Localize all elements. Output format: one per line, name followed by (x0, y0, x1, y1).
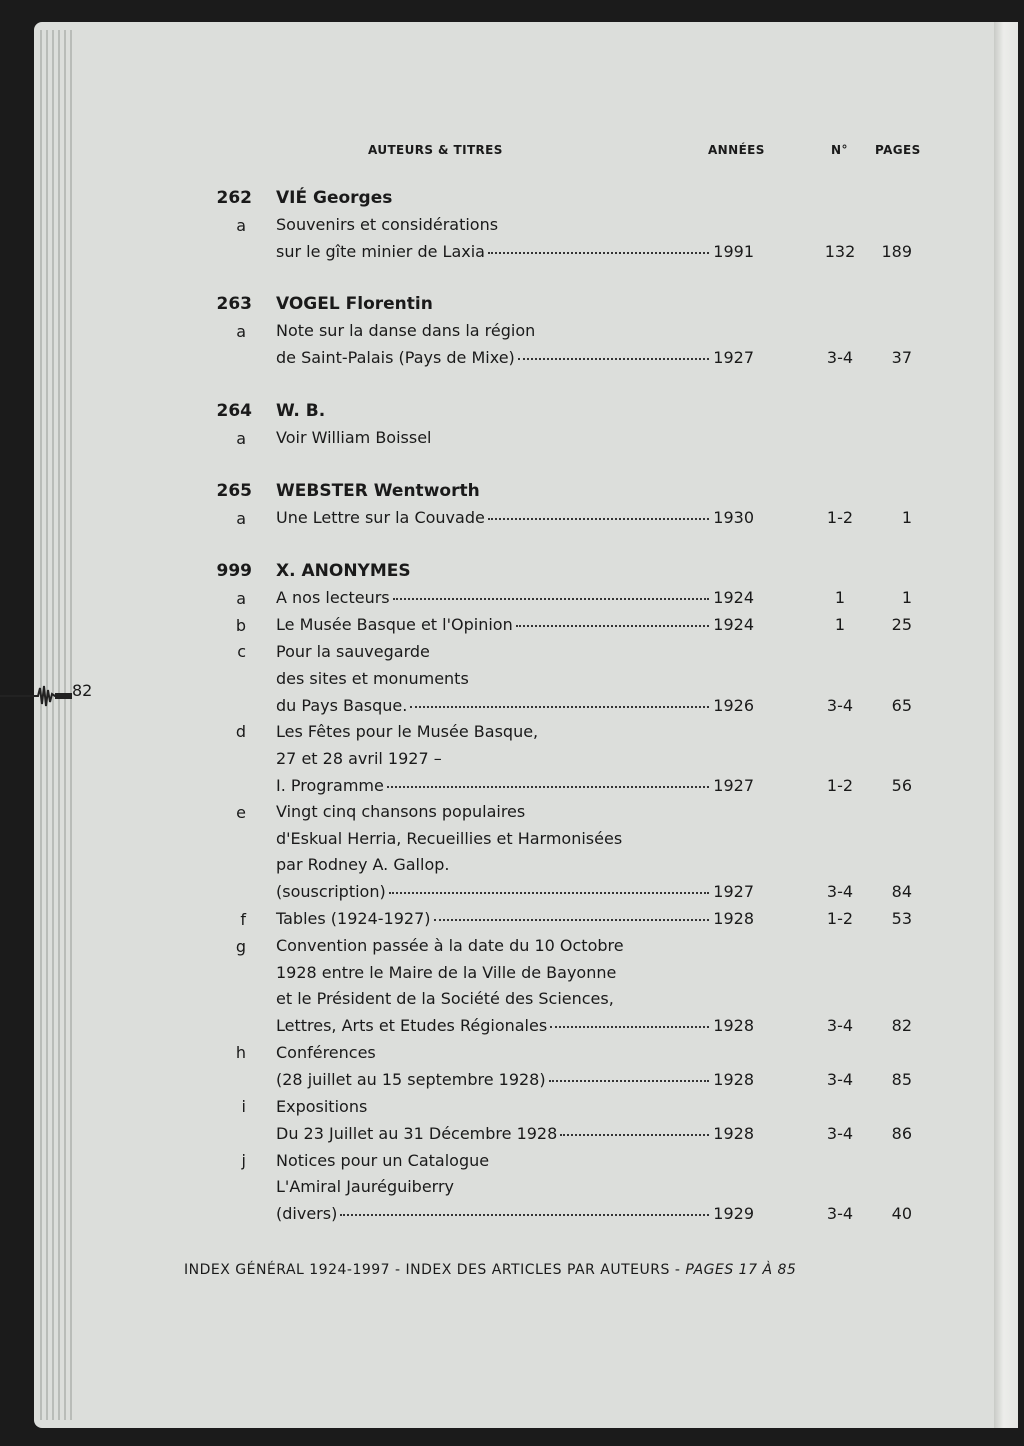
leader-dots (393, 597, 709, 600)
item-letter: e (236, 803, 246, 822)
item-year: 1928 (713, 1124, 754, 1143)
entry-author: X. ANONYMES (276, 561, 411, 581)
item-title-line: d'Eskual Herria, Recueillies et Harmonisées (276, 829, 623, 848)
item-title-row (276, 775, 754, 797)
footer-pages: PAGES 17 À 85 (685, 1262, 797, 1278)
item-title-line: Lettres, Arts et Etudes Régionales (276, 1016, 548, 1035)
item-letter: a (236, 429, 246, 448)
item-title-line: L'Amiral Jauréguiberry (276, 1177, 455, 1196)
item-title-row (276, 1123, 754, 1145)
item-page: 56 (891, 776, 912, 795)
leader-dots (387, 785, 709, 788)
item-year: 1930 (713, 508, 754, 527)
item-issue: 1-2 (826, 508, 854, 527)
leader-dots (488, 251, 709, 254)
item-page: 82 (891, 1016, 912, 1035)
item-title-line: Le Musée Basque et l'Opinion (276, 615, 513, 634)
item-title-line: et le Président de la Société des Sciences, (276, 989, 614, 1008)
item-title-row (276, 881, 754, 903)
item-page: 84 (891, 882, 912, 901)
item-page: 25 (891, 615, 912, 634)
item-title-line: Souvenirs et considérations (276, 215, 499, 234)
item-letter: a (236, 509, 246, 528)
item-title-row (276, 1069, 754, 1091)
item-title-row (276, 1203, 754, 1225)
entry-number: 265 (216, 481, 252, 501)
leader-dots (550, 1025, 709, 1028)
item-title-line: Tables (1924-1927) (276, 909, 431, 928)
page-edge (40, 30, 42, 1420)
item-letter: h (235, 1043, 246, 1062)
footer-text: INDEX GÉNÉRAL 1924-1997 - INDEX DES ARTICLES PAR AUTEURS - (184, 1262, 686, 1278)
item-letter: c (237, 642, 246, 661)
item-title-row (276, 908, 754, 930)
item-year: 1927 (713, 776, 754, 795)
item-title-row (276, 614, 754, 636)
item-year: 1928 (713, 1016, 754, 1035)
leader-dots (434, 918, 710, 921)
item-year: 1928 (713, 909, 754, 928)
item-title-row (276, 587, 754, 609)
page-edge (52, 30, 54, 1420)
item-letter: a (236, 322, 246, 341)
item-title-line: par Rodney A. Gallop. (276, 855, 450, 874)
item-letter: a (236, 216, 246, 235)
item-issue: 1 (834, 615, 846, 634)
item-page: 37 (891, 348, 912, 367)
item-page: 86 (891, 1124, 912, 1143)
item-page: 40 (891, 1204, 912, 1223)
next-page-strip (994, 22, 1018, 1428)
entry-number: 264 (216, 401, 252, 421)
item-letter: g (235, 937, 246, 956)
header-pages: PAGES (875, 143, 921, 157)
item-letter: b (235, 616, 246, 635)
item-letter: f (240, 910, 246, 929)
item-page: 1 (901, 588, 912, 607)
item-year: 1928 (713, 1070, 754, 1089)
item-title-row (276, 347, 754, 369)
item-issue: 3-4 (826, 696, 854, 715)
item-year: 1924 (713, 588, 754, 607)
page-edge (70, 30, 72, 1420)
entry-author: VIÉ Georges (276, 188, 393, 208)
item-title-line: I. Programme (276, 776, 384, 795)
entry-author: W. B. (276, 401, 326, 421)
item-title-line: Du 23 Juillet au 31 Décembre 1928 (276, 1124, 558, 1143)
header-number: N° (831, 143, 848, 157)
leader-dots (518, 357, 709, 360)
item-title-line: 1928 entre le Maire de la Ville de Bayonne (276, 963, 617, 982)
item-title-line: du Pays Basque. (276, 696, 408, 715)
item-page: 53 (891, 909, 912, 928)
item-title-line: de Saint-Palais (Pays de Mixe) (276, 348, 515, 367)
item-title-row (276, 1015, 754, 1037)
page-footer (184, 1262, 796, 1278)
item-title-line: Conférences (276, 1043, 376, 1062)
leader-dots (389, 891, 709, 894)
item-issue: 3-4 (826, 1070, 854, 1089)
leader-dots (488, 517, 709, 520)
item-page: 65 (891, 696, 912, 715)
item-title-row (276, 241, 754, 263)
item-title-line: (divers) (276, 1204, 338, 1223)
item-title-line: (28 juillet au 15 septembre 1928) (276, 1070, 546, 1089)
item-year: 1924 (713, 615, 754, 634)
entry-author: VOGEL Florentin (276, 294, 433, 314)
item-letter: j (241, 1151, 246, 1170)
item-title-line: A nos lecteurs (276, 588, 390, 607)
item-page: 1 (901, 508, 912, 527)
entry-number: 263 (216, 294, 252, 314)
item-issue: 1 (834, 588, 846, 607)
item-title-line: 27 et 28 avril 1927 – (276, 749, 442, 768)
item-title-line: Pour la sauvegarde (276, 642, 430, 661)
entry-number: 262 (216, 188, 252, 208)
item-page: 189 (881, 242, 912, 261)
item-year: 1927 (713, 348, 754, 367)
item-issue: 3-4 (826, 1124, 854, 1143)
item-title-line: Note sur la danse dans la région (276, 321, 536, 340)
item-title-line: Voir William Boissel (276, 428, 432, 447)
item-letter: i (241, 1097, 246, 1116)
side-page-number: 82 (72, 681, 93, 700)
leader-dots (549, 1079, 709, 1082)
item-title-line: sur le gîte minier de Laxia (276, 242, 485, 261)
item-year: 1926 (713, 696, 754, 715)
leader-dots (340, 1213, 709, 1216)
item-title-row (276, 695, 754, 717)
item-title-line: (souscription) (276, 882, 386, 901)
item-issue: 1-2 (826, 776, 854, 795)
item-issue: 3-4 (826, 1204, 854, 1223)
item-title-line: Notices pour un Catalogue (276, 1151, 490, 1170)
entry-author: WEBSTER Wentworth (276, 481, 480, 501)
item-issue: 1-2 (826, 909, 854, 928)
item-issue: 132 (824, 242, 856, 261)
entry-number: 999 (216, 561, 252, 581)
item-issue: 3-4 (826, 348, 854, 367)
leader-dots (410, 705, 709, 708)
item-letter: a (236, 589, 246, 608)
header-years: ANNÉES (708, 143, 765, 157)
item-title-line: Vingt cinq chansons populaires (276, 802, 526, 821)
leader-dots (516, 624, 709, 627)
item-title-line: Expositions (276, 1097, 368, 1116)
item-year: 1929 (713, 1204, 754, 1223)
item-letter: d (235, 722, 246, 741)
item-page: 85 (891, 1070, 912, 1089)
item-year: 1991 (713, 242, 754, 261)
page-edge (46, 30, 48, 1420)
item-title-row (276, 507, 754, 529)
item-title-line: des sites et monuments (276, 669, 469, 688)
item-title-line: Les Fêtes pour le Musée Basque, (276, 722, 539, 741)
page-edge (58, 30, 60, 1420)
header-authors-titles: AUTEURS & TITRES (368, 143, 503, 157)
item-title-line: Une Lettre sur la Couvade (276, 508, 485, 527)
wave-ornament-icon (0, 676, 72, 716)
item-issue: 3-4 (826, 1016, 854, 1035)
page-edge (64, 30, 66, 1420)
leader-dots (560, 1133, 709, 1136)
item-year: 1927 (713, 882, 754, 901)
item-issue: 3-4 (826, 882, 854, 901)
item-title-line: Convention passée à la date du 10 Octobre (276, 936, 624, 955)
